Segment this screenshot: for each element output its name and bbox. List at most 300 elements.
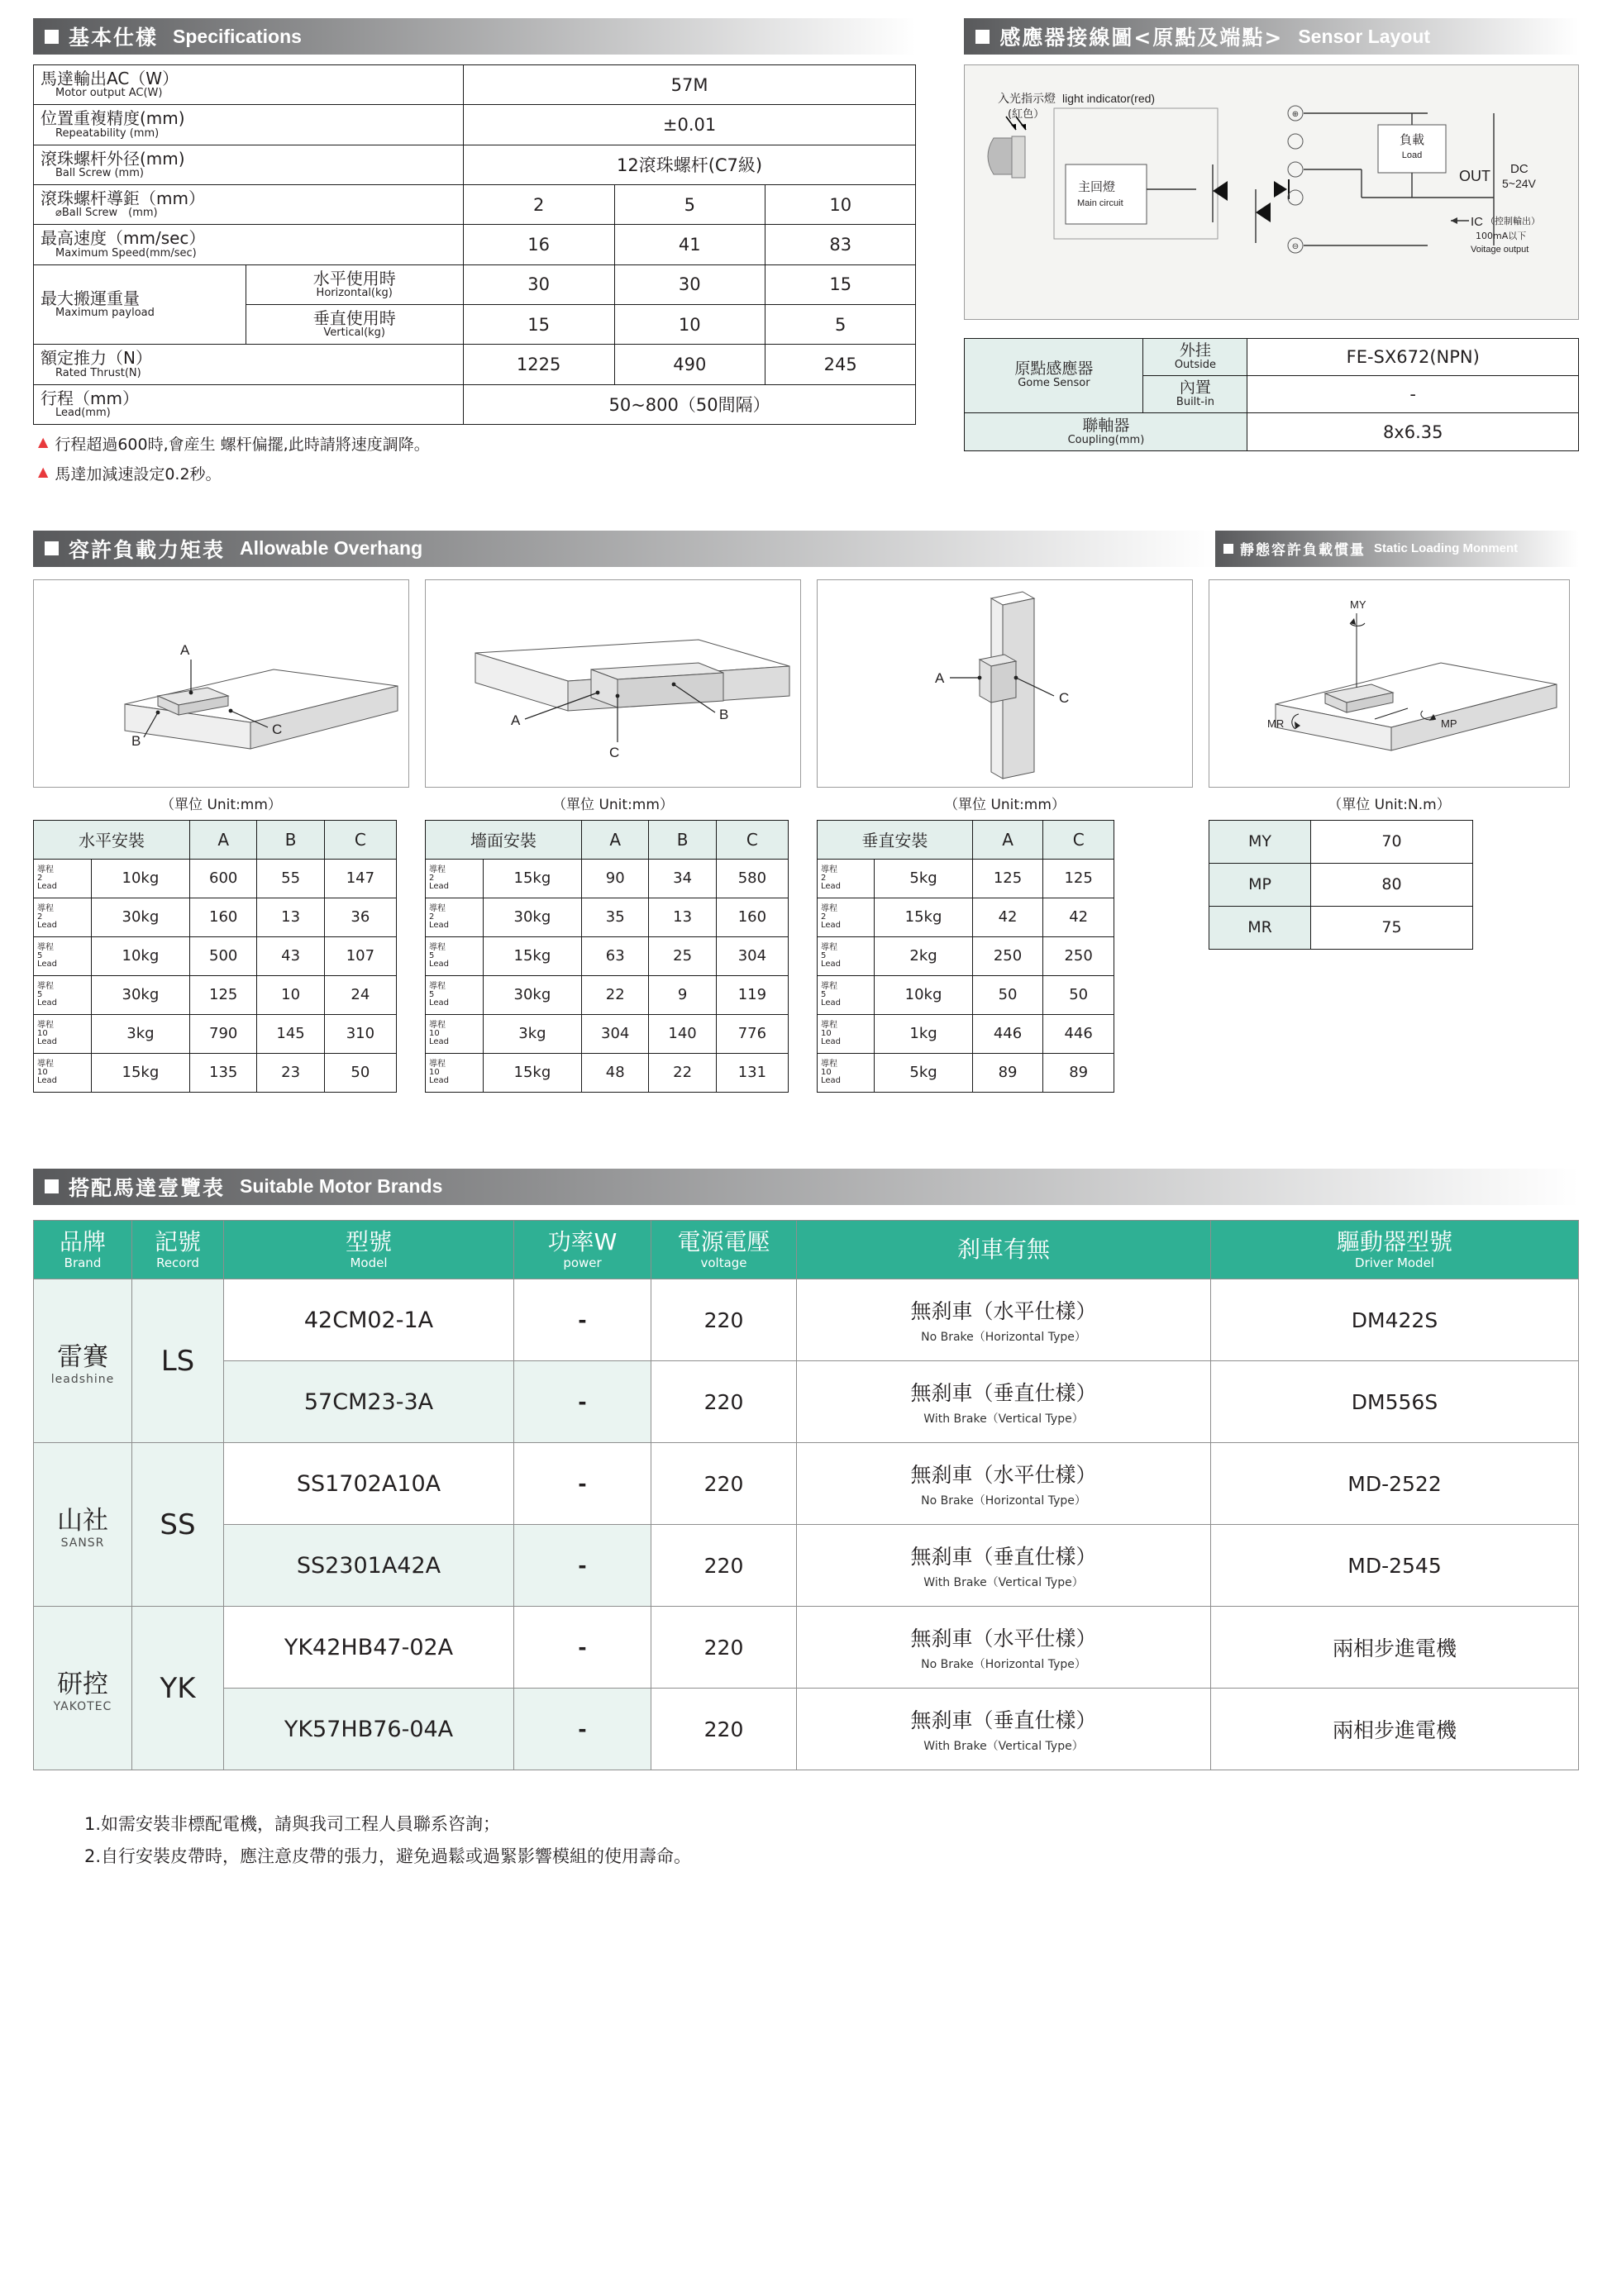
overhang-table-vertical — [817, 820, 1114, 1093]
data-cell: 9 — [649, 975, 716, 1014]
table-row — [818, 820, 1114, 859]
data-cell: 304 — [716, 936, 788, 975]
sensor-label-cn: 原點感應器 — [1014, 360, 1094, 379]
weight-cell: 30kg — [483, 975, 581, 1014]
table-row: 導程 2 Lead 15kg 42 42 — [818, 898, 1114, 936]
power-cell: - — [514, 1361, 651, 1443]
data-cell: 147 — [324, 859, 396, 898]
table-row: 導程 2 Lead 15kg 90 34 580 — [426, 859, 789, 898]
overhang-cell-wall — [425, 579, 801, 1093]
overhang-table-title: 垂直安裝 — [818, 820, 973, 859]
specifications-table — [33, 64, 916, 425]
sensor-layout-header — [964, 18, 1579, 55]
model-cell: 57CM23-3A — [224, 1361, 514, 1443]
svg-text:OUT: OUT — [1459, 168, 1491, 184]
spec-value: 57M — [463, 65, 916, 105]
voltage-cell: 220 — [651, 1689, 797, 1770]
spec-label-en: Maximum Speed(mm/sec) — [55, 246, 197, 260]
table-row: 導程 5 Lead 10kg 50 50 — [818, 975, 1114, 1014]
static-title-en: Static Loading Monment — [1374, 541, 1519, 556]
unit-label: （單位 Unit:mm） — [160, 796, 282, 813]
table-row — [34, 1689, 1579, 1770]
static-loading-table — [1209, 820, 1473, 950]
weight-cell: 15kg — [875, 898, 972, 936]
voltage-cell: 220 — [651, 1525, 797, 1607]
table-row: 導程 5 Lead 30kg 22 9 119 — [426, 975, 789, 1014]
brand-cell — [34, 1443, 132, 1607]
static-value: 80 — [1311, 863, 1473, 906]
top-row — [0, 0, 1612, 484]
col-header: C — [1043, 820, 1114, 859]
motor-brands-header — [33, 1169, 1579, 1205]
data-cell: 446 — [1043, 1014, 1114, 1053]
warning-triangle-icon: ▲ — [38, 433, 49, 450]
overhang-diagrams — [33, 579, 1579, 1093]
static-value: 70 — [1311, 820, 1473, 863]
sensor-value: FE-SX672(NPN) — [1247, 339, 1579, 376]
power-cell: - — [514, 1689, 651, 1770]
weight-cell: 30kg — [91, 898, 189, 936]
table-row — [965, 412, 1579, 451]
data-cell: 250 — [1043, 936, 1114, 975]
brand-name-cn: 山社 — [57, 1506, 108, 1536]
spec-value: 2 — [463, 184, 614, 224]
model-cell: YK57HB76-04A — [224, 1689, 514, 1770]
spec-label — [34, 105, 464, 145]
overhang-table-title: 墻面安裝 — [426, 820, 582, 859]
brand-record: YK — [132, 1607, 224, 1770]
svg-text:A: A — [935, 669, 945, 686]
svg-text:MY: MY — [1350, 598, 1366, 611]
svg-text:light indicator(red): light indicator(red) — [1062, 92, 1156, 105]
overhang-diagram-wall — [425, 579, 801, 788]
svg-text:100mA以下: 100mA以下 — [1476, 231, 1527, 241]
driver-cell: MD-2545 — [1211, 1525, 1579, 1607]
spec-label-en: Lead(mm) — [55, 407, 111, 420]
voltage-cell: 220 — [651, 1361, 797, 1443]
header-square-icon — [45, 541, 59, 555]
weight-cell: 1kg — [875, 1014, 972, 1053]
spec-value: 10 — [765, 184, 915, 224]
voltage-cell: 220 — [651, 1443, 797, 1525]
sensor-info-table — [964, 338, 1579, 451]
table-row — [1209, 863, 1473, 906]
spec-label-en: Ball Screw (mm) — [55, 167, 144, 180]
svg-text:Voitage output: Voitage output — [1471, 245, 1529, 255]
table-header-row — [34, 1220, 1579, 1279]
footnote-2: 2.自行安裝皮帶時，應注意皮帶的張力，避免過鬆或過緊影響模組的使用壽命。 — [84, 1846, 692, 1866]
table-row: 導程 10 Lead 1kg 446 446 — [818, 1014, 1114, 1053]
svg-text:C: C — [609, 744, 620, 760]
sensor-sublabel-cn: 外挂 — [1179, 341, 1211, 360]
spec-value: 490 — [614, 345, 765, 384]
footnote-1: 1.如需安裝非標配電機，請與我司工程人員聯系咨詢； — [84, 1814, 501, 1835]
col-header: B — [649, 820, 716, 859]
data-cell: 50 — [1043, 975, 1114, 1014]
col-header-brand: 品牌 Brand — [34, 1220, 132, 1279]
table-row: 導程 10 Lead 3kg 790 145 310 — [34, 1014, 397, 1053]
overhang-diagram-vertical — [817, 579, 1193, 788]
spec-label-en: ⌀Ball Screw (mm) — [55, 207, 158, 220]
data-cell: 125 — [1043, 859, 1114, 898]
table-row: 導程 5 Lead 10kg 500 43 107 — [34, 936, 397, 975]
sensor-diagram-svg — [965, 65, 1579, 319]
col-header: C — [324, 820, 396, 859]
overhang-table-wall — [425, 820, 789, 1093]
table-row — [34, 184, 916, 224]
data-cell: 304 — [582, 1014, 649, 1053]
table-row — [34, 1443, 1579, 1525]
data-cell: 140 — [649, 1014, 716, 1053]
spec-sublabel-en: Horizontal(kg) — [316, 287, 393, 300]
sensor-layout-block — [964, 18, 1579, 484]
svg-text:MR: MR — [1267, 717, 1285, 730]
table-row: 導程 2 Lead 10kg 600 55 147 — [34, 859, 397, 898]
data-cell: 24 — [324, 975, 396, 1014]
svg-text:MP: MP — [1441, 717, 1457, 730]
svg-text:5~24V: 5~24V — [1502, 177, 1537, 190]
specifications-title-en: Specifications — [173, 25, 302, 47]
brand-record: LS — [132, 1279, 224, 1443]
brake-cell: 無刹車（垂直仕樣） With Brake（Vertical Type） — [797, 1689, 1211, 1770]
motor-brands-section — [0, 1093, 1612, 1873]
data-cell: 790 — [190, 1014, 257, 1053]
data-cell: 160 — [190, 898, 257, 936]
brand-cell — [34, 1607, 132, 1770]
sensor-title-cn: 感應器接線圖<原點及端點> — [999, 26, 1284, 50]
data-cell: 131 — [716, 1053, 788, 1092]
spec-sublabel — [246, 304, 463, 344]
voltage-cell: 220 — [651, 1607, 797, 1689]
data-cell: 22 — [649, 1053, 716, 1092]
spec-label — [34, 145, 464, 184]
overhang-title-en: Allowable Overhang — [240, 537, 423, 560]
model-cell: 42CM02-1A — [224, 1279, 514, 1361]
static-label: MR — [1209, 906, 1311, 949]
overhang-section — [0, 484, 1612, 1093]
weight-cell: 15kg — [483, 859, 581, 898]
svg-text:C: C — [272, 721, 283, 737]
data-cell: 23 — [257, 1053, 324, 1092]
svg-text:⊖: ⊖ — [1292, 242, 1300, 251]
weight-cell: 5kg — [875, 859, 972, 898]
specifications-header — [33, 18, 916, 55]
sensor-wiring-diagram — [964, 64, 1579, 320]
weight-cell: 30kg — [91, 975, 189, 1014]
spec-value: 10 — [614, 304, 765, 344]
table-row — [34, 1525, 1579, 1607]
driver-cell: DM422S — [1211, 1279, 1579, 1361]
spec-sublabel-en: Vertical(kg) — [323, 326, 385, 340]
spec-value: 41 — [614, 225, 765, 264]
brand-record: SS — [132, 1443, 224, 1607]
spec-label — [34, 184, 464, 224]
data-cell: 446 — [972, 1014, 1043, 1053]
specifications-block — [33, 18, 916, 484]
overhang-cell-horizontal — [33, 579, 409, 1093]
driver-cell: 兩相步進電機 — [1211, 1689, 1579, 1770]
table-row: 導程 2 Lead 30kg 160 13 36 — [34, 898, 397, 936]
data-cell: 42 — [1043, 898, 1114, 936]
data-cell: 34 — [649, 859, 716, 898]
spec-value: 15 — [765, 264, 915, 304]
warning-triangle-icon: ▲ — [38, 463, 49, 479]
spec-value: ±0.01 — [463, 105, 916, 145]
overhang-cell-vertical — [817, 579, 1193, 1093]
data-cell: 600 — [190, 859, 257, 898]
spec-label-cn: 馬達輸出AC（W） — [41, 69, 179, 88]
data-cell: 500 — [190, 936, 257, 975]
spec-label-en: Maximum payload — [55, 307, 155, 320]
spec-note-text: 馬達加減速設定0.2秒。 — [55, 464, 222, 483]
specifications-title-cn: 基本仕樣 — [69, 26, 159, 50]
svg-text:DC: DC — [1510, 162, 1529, 176]
static-loading-cell — [1209, 579, 1570, 1093]
table-row — [965, 339, 1579, 376]
spec-value: 15 — [463, 304, 614, 344]
spec-label-en: Rated Thrust(N) — [55, 366, 141, 379]
sensor-title-en: Sensor Layout — [1298, 25, 1431, 47]
data-cell: 107 — [324, 936, 396, 975]
brand-name-en: leadshine — [50, 1373, 115, 1387]
table-row: 導程 5 Lead 2kg 250 250 — [818, 936, 1114, 975]
footnotes — [33, 1808, 1579, 1873]
data-cell: 43 — [257, 936, 324, 975]
weight-cell: 30kg — [483, 898, 581, 936]
table-row — [1209, 906, 1473, 949]
brand-name-en: SANSR — [60, 1536, 105, 1551]
sensor-sublabel-en: Outside — [1174, 358, 1217, 371]
spec-label — [34, 65, 464, 105]
data-cell: 50 — [324, 1053, 396, 1092]
data-cell: 90 — [582, 859, 649, 898]
unit-label: （單位 Unit:N.m） — [1328, 796, 1451, 813]
svg-text:B: B — [131, 732, 141, 749]
data-cell: 125 — [190, 975, 257, 1014]
svg-text:⊕: ⊕ — [1292, 110, 1300, 119]
driver-cell: MD-2522 — [1211, 1443, 1579, 1525]
spec-note — [38, 432, 916, 455]
table-row — [34, 225, 916, 264]
table-row — [426, 820, 789, 859]
table-row: 導程 5 Lead 15kg 63 25 304 — [426, 936, 789, 975]
col-header: C — [716, 820, 788, 859]
table-row — [34, 345, 916, 384]
static-value: 75 — [1311, 906, 1473, 949]
col-header: A — [582, 820, 649, 859]
spec-value: 30 — [614, 264, 765, 304]
overhang-table-title: 水平安裝 — [34, 820, 190, 859]
data-cell: 36 — [324, 898, 396, 936]
table-row — [34, 264, 916, 304]
col-header-brake: 刹車有無 — [797, 1220, 1211, 1279]
data-cell: 22 — [582, 975, 649, 1014]
power-cell: - — [514, 1607, 651, 1689]
col-header-model: 型號 Model — [224, 1220, 514, 1279]
spec-value: 83 — [765, 225, 915, 264]
brand-cell — [34, 1279, 132, 1443]
brake-cell: 無刹車（垂直仕樣） With Brake（Vertical Type） — [797, 1525, 1211, 1607]
weight-cell: 2kg — [875, 936, 972, 975]
svg-text:（控制輸出）: （控制輸出） — [1486, 216, 1541, 226]
motor-title-en: Suitable Motor Brands — [240, 1175, 443, 1198]
sensor-row-label — [965, 412, 1247, 451]
header-square-icon — [45, 30, 59, 44]
static-label: MY — [1209, 820, 1311, 863]
svg-text:A: A — [180, 641, 190, 658]
col-header: A — [972, 820, 1043, 859]
static-label: MP — [1209, 863, 1311, 906]
data-cell: 160 — [716, 898, 788, 936]
table-row: 導程 2 Lead 5kg 125 125 — [818, 859, 1114, 898]
data-cell: 13 — [257, 898, 324, 936]
overhang-title-cn: 容許負載力矩表 — [69, 537, 226, 562]
sensor-label-en: Gome Sensor — [1018, 377, 1090, 390]
motor-title-cn: 搭配馬達壹覽表 — [69, 1175, 226, 1200]
voltage-cell: 220 — [651, 1279, 797, 1361]
spec-value: 12滾珠螺杆(C7級) — [463, 145, 916, 184]
weight-cell: 15kg — [91, 1053, 189, 1092]
sensor-value: - — [1247, 375, 1579, 412]
svg-text:IC: IC — [1471, 215, 1484, 229]
table-row — [34, 384, 916, 424]
data-cell: 63 — [582, 936, 649, 975]
sensor-row-label — [965, 339, 1143, 413]
svg-text:C: C — [1059, 689, 1070, 706]
data-cell: 10 — [257, 975, 324, 1014]
svg-text:Load: Load — [1402, 150, 1423, 160]
spec-label — [34, 264, 246, 345]
data-cell: 776 — [716, 1014, 788, 1053]
table-row: 導程 10 Lead 15kg 48 22 131 — [426, 1053, 789, 1092]
spec-value: 50~800（50間隔） — [463, 384, 916, 424]
spec-value: 16 — [463, 225, 614, 264]
spec-value: 1225 — [463, 345, 614, 384]
brake-cell: 無刹車（水平仕樣） No Brake（Horizontal Type） — [797, 1443, 1211, 1525]
data-cell: 580 — [716, 859, 788, 898]
table-row: 導程 10 Lead 5kg 89 89 — [818, 1053, 1114, 1092]
data-cell: 89 — [1043, 1053, 1114, 1092]
spec-note-text: 行程超過600時,會産生 螺杆偏擺,此時請將速度調降。 — [55, 435, 430, 454]
spec-label-cn: 滾珠螺杆外径(mm) — [41, 148, 185, 169]
data-cell: 13 — [649, 898, 716, 936]
table-row — [1209, 820, 1473, 863]
table-row: 導程 5 Lead 30kg 125 10 24 — [34, 975, 397, 1014]
weight-cell: 3kg — [483, 1014, 581, 1053]
weight-cell: 5kg — [875, 1053, 972, 1092]
motor-brands-table — [33, 1220, 1579, 1770]
spec-label-cn: 位置重複精度(mm) — [41, 108, 185, 129]
spec-label-cn: 最高速度（mm/sec） — [41, 228, 206, 249]
table-row — [34, 145, 916, 184]
col-header: A — [190, 820, 257, 859]
unit-label: （單位 Unit:mm） — [944, 796, 1066, 813]
brake-cell: 無刹車（水平仕樣） No Brake（Horizontal Type） — [797, 1607, 1211, 1689]
spec-note — [38, 462, 916, 484]
overhang-table-horizontal — [33, 820, 397, 1093]
sensor-sublabel-cn: 內置 — [1179, 378, 1211, 397]
static-title-cn: 靜態容許負載慣量 — [1240, 542, 1366, 560]
data-cell: 50 — [972, 975, 1043, 1014]
col-header-voltage: 電源電壓 voltage — [651, 1220, 797, 1279]
static-loading-diagram — [1209, 579, 1570, 788]
table-row — [34, 1607, 1579, 1689]
brand-name-cn: 雷賽 — [57, 1342, 108, 1373]
svg-text:Main circuit: Main circuit — [1077, 198, 1124, 208]
table-row: 導程 10 Lead 15kg 135 23 50 — [34, 1053, 397, 1092]
sensor-sublabel-en: Built-in — [1176, 395, 1214, 408]
data-cell: 42 — [972, 898, 1043, 936]
svg-text:B: B — [719, 706, 729, 722]
table-row — [34, 1279, 1579, 1361]
sensor-sublabel — [1143, 339, 1247, 376]
spec-value: 245 — [765, 345, 915, 384]
spec-value: 5 — [614, 184, 765, 224]
spec-sublabel-cn: 垂直使用時 — [312, 307, 396, 328]
data-cell: 25 — [649, 936, 716, 975]
model-cell: SS2301A42A — [224, 1525, 514, 1607]
spec-label — [34, 345, 464, 384]
col-header: B — [257, 820, 324, 859]
spec-sublabel-cn: 水平使用時 — [312, 268, 396, 288]
table-row: 導程 2 Lead 30kg 35 13 160 — [426, 898, 789, 936]
unit-label: （單位 Unit:mm） — [552, 796, 674, 813]
spec-label-en: Repeatability (mm) — [55, 126, 160, 140]
weight-cell: 10kg — [91, 859, 189, 898]
header-square-icon — [975, 30, 990, 44]
table-row: 導程 10 Lead 3kg 304 140 776 — [426, 1014, 789, 1053]
brand-name-en: YAKOTEC — [53, 1700, 112, 1714]
svg-text:入光指示燈: 入光指示燈 — [998, 93, 1056, 106]
weight-cell: 3kg — [91, 1014, 189, 1053]
spec-value: 5 — [765, 304, 915, 344]
data-cell: 119 — [716, 975, 788, 1014]
spec-label-cn: 額定推力（N） — [41, 348, 152, 369]
driver-cell: 兩相步進電機 — [1211, 1607, 1579, 1689]
svg-text:主回燈: 主回燈 — [1078, 179, 1116, 194]
motor-rows — [34, 1279, 1579, 1770]
overhang-headers — [33, 531, 1579, 567]
power-cell: - — [514, 1443, 651, 1525]
power-cell: - — [514, 1525, 651, 1607]
spec-label-cn: 滾珠螺杆導鉅（mm） — [41, 188, 205, 208]
col-header-power: 功率W power — [514, 1220, 651, 1279]
table-row — [34, 1361, 1579, 1443]
weight-cell: 10kg — [91, 936, 189, 975]
static-header — [1215, 531, 1579, 567]
table-row — [34, 105, 916, 145]
col-header-driver: 驅動器型號 Driver Model — [1211, 1220, 1579, 1279]
header-square-icon — [1223, 544, 1233, 554]
data-cell: 250 — [972, 936, 1043, 975]
data-cell: 35 — [582, 898, 649, 936]
svg-text:負載: 負載 — [1400, 132, 1425, 147]
header-square-icon — [45, 1179, 59, 1193]
brand-name-cn: 研控 — [57, 1670, 108, 1700]
weight-cell: 15kg — [483, 936, 581, 975]
weight-cell: 15kg — [483, 1053, 581, 1092]
svg-text:(紅色）: (紅色） — [1008, 108, 1045, 121]
overhang-header — [33, 531, 1215, 567]
col-header-record: 記號 Record — [132, 1220, 224, 1279]
data-cell: 135 — [190, 1053, 257, 1092]
sensor-label-en: Coupling(mm) — [1067, 433, 1145, 446]
sensor-sublabel — [1143, 375, 1247, 412]
weight-cell: 10kg — [875, 975, 972, 1014]
brake-cell: 無刹車（垂直仕樣） With Brake（Vertical Type） — [797, 1361, 1211, 1443]
data-cell: 310 — [324, 1014, 396, 1053]
spec-label-cn: 最大搬運重量 — [41, 288, 140, 308]
